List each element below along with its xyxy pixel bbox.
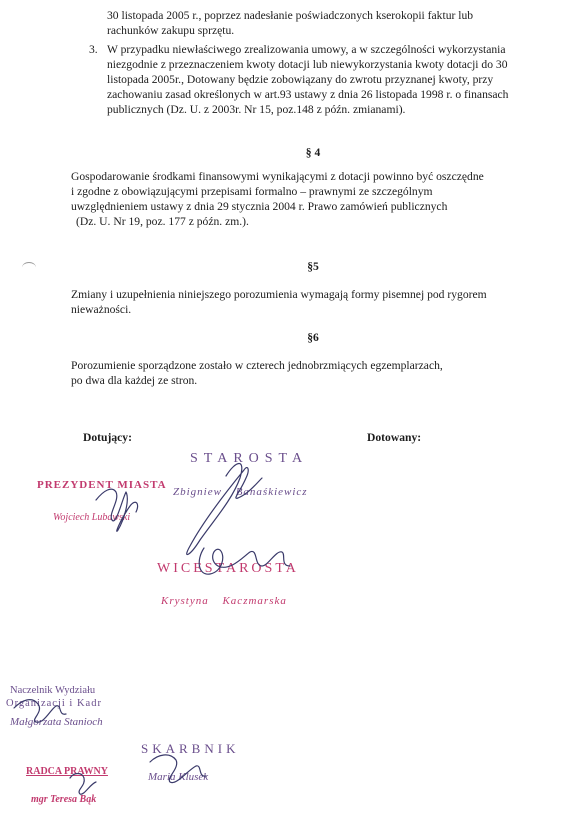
clause-continued-line-2: rachunków zakupu sprzętu. (107, 24, 235, 37)
stamp-naczelnik-line-1: Naczelnik Wydziału (10, 685, 96, 696)
party-left-label: Dotujący: (83, 431, 132, 444)
section-4-line-3: uwzględnieniem ustawy z dnia 29 stycznia 2004 r. Prawo zamówień publicznych (71, 200, 448, 213)
section-5-line-1: Zmiany i uzupełnienia niniejszego porozumienia wymagają formy pisemnej pod rygorem (71, 288, 487, 301)
section-6-heading: §6 (307, 331, 319, 344)
section-4-line-4: (Dz. U. Nr 19, poz. 177 z późn. zm.). (76, 215, 249, 228)
stamp-radca-name: mgr Teresa Bąk (31, 794, 97, 805)
signature-skarbnik (148, 755, 209, 783)
clause-3-number: 3. (89, 43, 98, 56)
stamp-skarbnik-title: SKARBNIK (141, 741, 240, 756)
signature-radca (70, 774, 96, 795)
stamp-skarbnik-name: Maria Klusek (148, 771, 209, 783)
clause-3-line-4: zachowaniu zasad określonych w art.93 ustawy z dnia 26 listopada 1998 r. o finansach (107, 88, 509, 101)
stamp-naczelnik-name: Małgorzata Stanioch (10, 716, 103, 728)
stamp-starosta-title: STAROSTA (190, 451, 309, 466)
stamp-prezydent-title: PREZYDENT MIASTA (37, 479, 167, 491)
clause-3-line-5: publicznych (Dz. U. z 2003r. Nr 15, poz.148 z późn. zmianami). (107, 103, 406, 116)
signature-prezydent (96, 489, 138, 531)
signature-naczelnik (14, 700, 66, 723)
section-5-heading: §5 (307, 260, 319, 273)
section-5-line-2: nieważności. (71, 303, 132, 316)
party-right-label: Dotowany: (367, 431, 422, 444)
stamp-radca-title: RADCA PRAWNY (26, 766, 108, 777)
clause-3-line-3: listopada 2005r., Dotowany będzie zobowiązany do zwrotu przyznanej kwoty, przy (107, 73, 494, 86)
stamp-naczelnik-line-2: Organizacji i Kadr (6, 698, 102, 709)
stamp-wicestarosta-name: Krystyna Kaczmarska (161, 595, 287, 607)
clause-continued-line-1: 30 listopada 2005 r., poprzez nadesłanie poświadczonych kserokopii faktur lub (107, 9, 474, 22)
clause-3-line-1: W przypadku niewłaściwego zrealizowania umowy, a w szczególności wykorzystania (107, 43, 506, 56)
section-4-line-2: i zgodne z obowiązującymi przepisami formalno – prawnymi ze szczególnym (71, 185, 433, 198)
section-6-line-2: po dwa dla każdej ze stron. (71, 374, 198, 387)
signature-starosta (187, 464, 262, 555)
section-4-heading: § 4 (305, 146, 321, 159)
stamp-starosta-name: Zbigniew Banaśkiewicz (173, 486, 308, 498)
signature-wicestarosta (199, 548, 290, 574)
section-4-line-1: Gospodarowanie środkami finansowymi wynikającymi z dotacji powinno być oszczędne (71, 170, 484, 183)
stamp-wicestarosta-title: WICESTAROSTA (157, 561, 299, 576)
stamp-prezydent-name: Wojciech Lubawski (53, 512, 131, 523)
section-6-line-1: Porozumienie sporządzone zostało w czterech jednobrzmiących egzemplarzach, (71, 359, 443, 372)
clause-3-line-2: niezgodnie z przeznaczeniem kwoty dotacji lub niewykorzystania kwoty dotacji do 30 (107, 58, 508, 71)
